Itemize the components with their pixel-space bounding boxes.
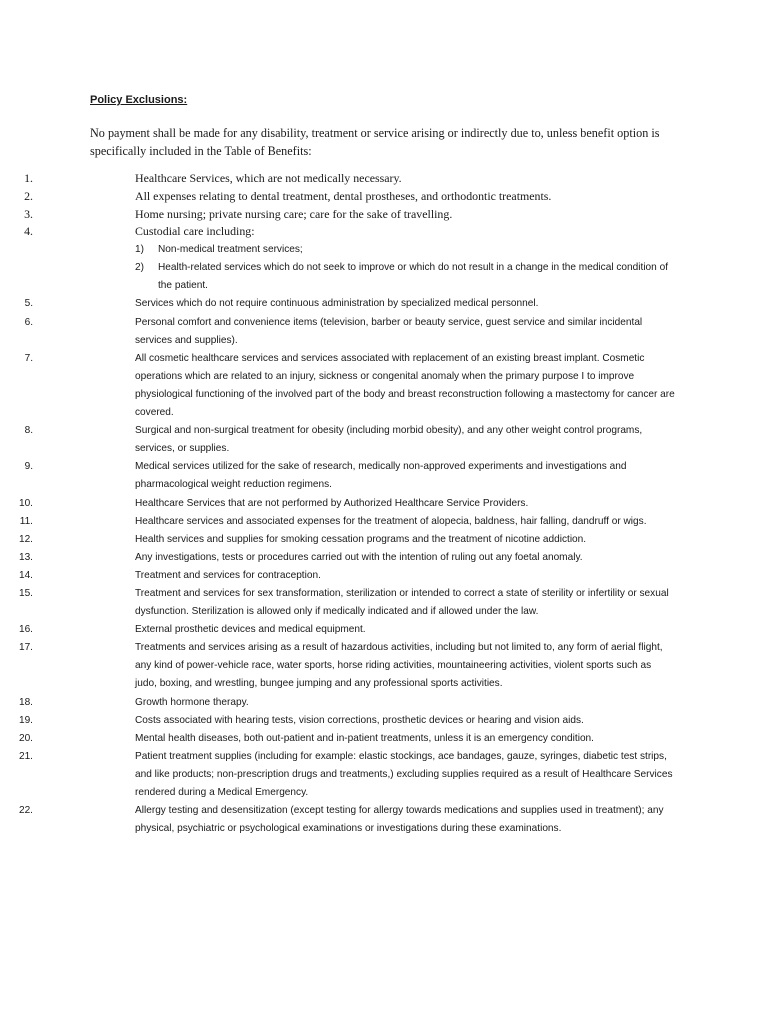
sub-list-item (135, 259, 675, 295)
list-item (0, 748, 675, 802)
item-text: Healthcare Services, which are not medically necessary. (135, 171, 402, 185)
item-number: 7. (24, 352, 33, 364)
item-text: Growth hormone therapy. (135, 696, 249, 708)
list-item (0, 170, 675, 188)
list-item (0, 206, 675, 224)
item-number: 8. (24, 425, 33, 437)
item-number: 10. (18, 497, 33, 509)
sub-list (135, 241, 675, 295)
item-text: Costs associated with hearing tests, vision corrections, prosthetic devices or hearing and vision aids. (135, 714, 584, 726)
item-number: 11. (19, 515, 33, 527)
list-item (0, 585, 675, 621)
item-text: Home nursing; private nursing care; care for the sake of travelling. (135, 206, 453, 221)
exclusions-list (0, 170, 768, 838)
list-item (0, 350, 675, 422)
item-number: 20. (18, 732, 33, 744)
item-text: All expenses relating to dental treatment, dental prostheses, and orthodontic treatments. (135, 188, 552, 203)
item-text: Medical services utilized for the sake of research, medically non-approved experiments and investigations and pharmacological weight reduction regimens. (135, 461, 627, 491)
list-item (0, 694, 675, 712)
item-text: Allergy testing and desensitization (except testing for allergy towards medications and supplies used in treatment); any physical, psychiatric or psychological examinations or investigations during these examinations. (135, 805, 664, 835)
item-number: 5. (24, 298, 33, 310)
list-item (0, 513, 675, 531)
item-text: Treatments and services arising as a result of hazardous activities, including but not limited to, any form of aerial flight, any kind of power-vehicle race, water sports, horse riding activities, mountaineering activities, violent sports such as judo, boxing, and wrestling, bungee jumping and any professional sports activities. (135, 642, 663, 690)
item-text: Surgical and non-surgical treatment for obesity (including morbid obesity), and any other weight control programs, services, or supplies. (135, 425, 643, 455)
item-number: 15. (18, 587, 33, 599)
list-item (0, 549, 675, 567)
item-number: 17. (18, 642, 33, 654)
list-item (0, 458, 675, 494)
item-number: 13. (18, 551, 33, 563)
sub-item-number: 1) (135, 244, 144, 256)
item-text: Treatment and services for sex transformation, sterilization or intended to correct a state of sterility or infertility or sexual dysfunction. Sterilization is allowed only if medically indicated and if allowed under the law. (135, 587, 669, 618)
item-text: Health services and supplies for smoking cessation programs and the treatment of nicotine addiction. (135, 533, 587, 545)
item-number: 21. (18, 750, 33, 762)
item-text: Custodial care including: (135, 224, 255, 239)
item-text: All cosmetic healthcare services and services associated with replacement of an existing breast implant. Cosmetic operations which are related to an injury, sickness or congenital anomaly when the primary purpose I to improve physiological functioning of the involved part of the body and breast reconstruction following a mastectomy for cancer are covered. (135, 352, 675, 419)
item-number: 18. (18, 696, 33, 708)
item-number: 4. (24, 224, 33, 239)
list-item (0, 495, 675, 513)
sub-item-number: 2) (135, 262, 144, 274)
item-text: Services which do not require continuous administration by specialized medical personnel. (135, 298, 539, 310)
item-number: 14. (18, 569, 33, 581)
list-item (0, 314, 675, 350)
item-text: Mental health diseases, both out-patient and in-patient treatments, unless it is an emergency condition. (135, 732, 594, 744)
item-text: Patient treatment supplies (including for example: elastic stockings, ace bandages, gauze, syringes, diabetic test strips, and like products; non-prescription drugs and treatments,) excluding supplies required as a result of Healthcare Services rendered during a Medical Emergency. (135, 750, 673, 798)
list-item (0, 422, 675, 458)
section-heading: Policy Exclusions: (90, 94, 188, 106)
list-item (0, 295, 675, 313)
list-item (0, 188, 675, 206)
sub-item-text: Health-related services which do not seek to improve or which do not result in a change in the medical condition of the patient. (158, 262, 669, 292)
list-item (0, 531, 675, 549)
item-text: Any investigations, tests or procedures carried out with the intention of ruling out any foetal anomaly. (135, 551, 583, 563)
list-item (0, 802, 675, 838)
item-number: 1. (24, 171, 33, 185)
sub-list-item (135, 241, 675, 259)
item-text: External prosthetic devices and medical equipment. (135, 624, 366, 636)
list-item (0, 223, 675, 295)
item-text: Healthcare services and associated expenses for the treatment of alopecia, baldness, hair falling, dandruff or wigs. (135, 515, 647, 527)
item-number: 3. (24, 206, 33, 221)
intro-paragraph: No payment shall be made for any disability, treatment or service arising or indirectly due to, unless benefit option is specifically included in the Table of Benefits: (90, 126, 660, 158)
item-text: Treatment and services for contraception. (135, 569, 321, 581)
item-text: Personal comfort and convenience items (television, barber or beauty service, guest service and similar incidental services and supplies). (135, 316, 643, 346)
item-number: 22. (18, 805, 33, 817)
item-number: 6. (24, 316, 33, 328)
list-item (0, 639, 675, 693)
item-number: 2. (24, 188, 33, 203)
item-text: Healthcare Services that are not performed by Authorized Healthcare Service Providers. (135, 497, 529, 509)
list-item (0, 567, 675, 585)
list-item (0, 621, 675, 639)
item-number: 12. (18, 533, 33, 545)
sub-item-text: Non-medical treatment services; (158, 244, 303, 256)
item-number: 19. (18, 714, 33, 726)
list-item (0, 712, 675, 730)
item-number: 16. (18, 624, 33, 636)
item-number: 9. (24, 461, 33, 473)
list-item (0, 730, 675, 748)
